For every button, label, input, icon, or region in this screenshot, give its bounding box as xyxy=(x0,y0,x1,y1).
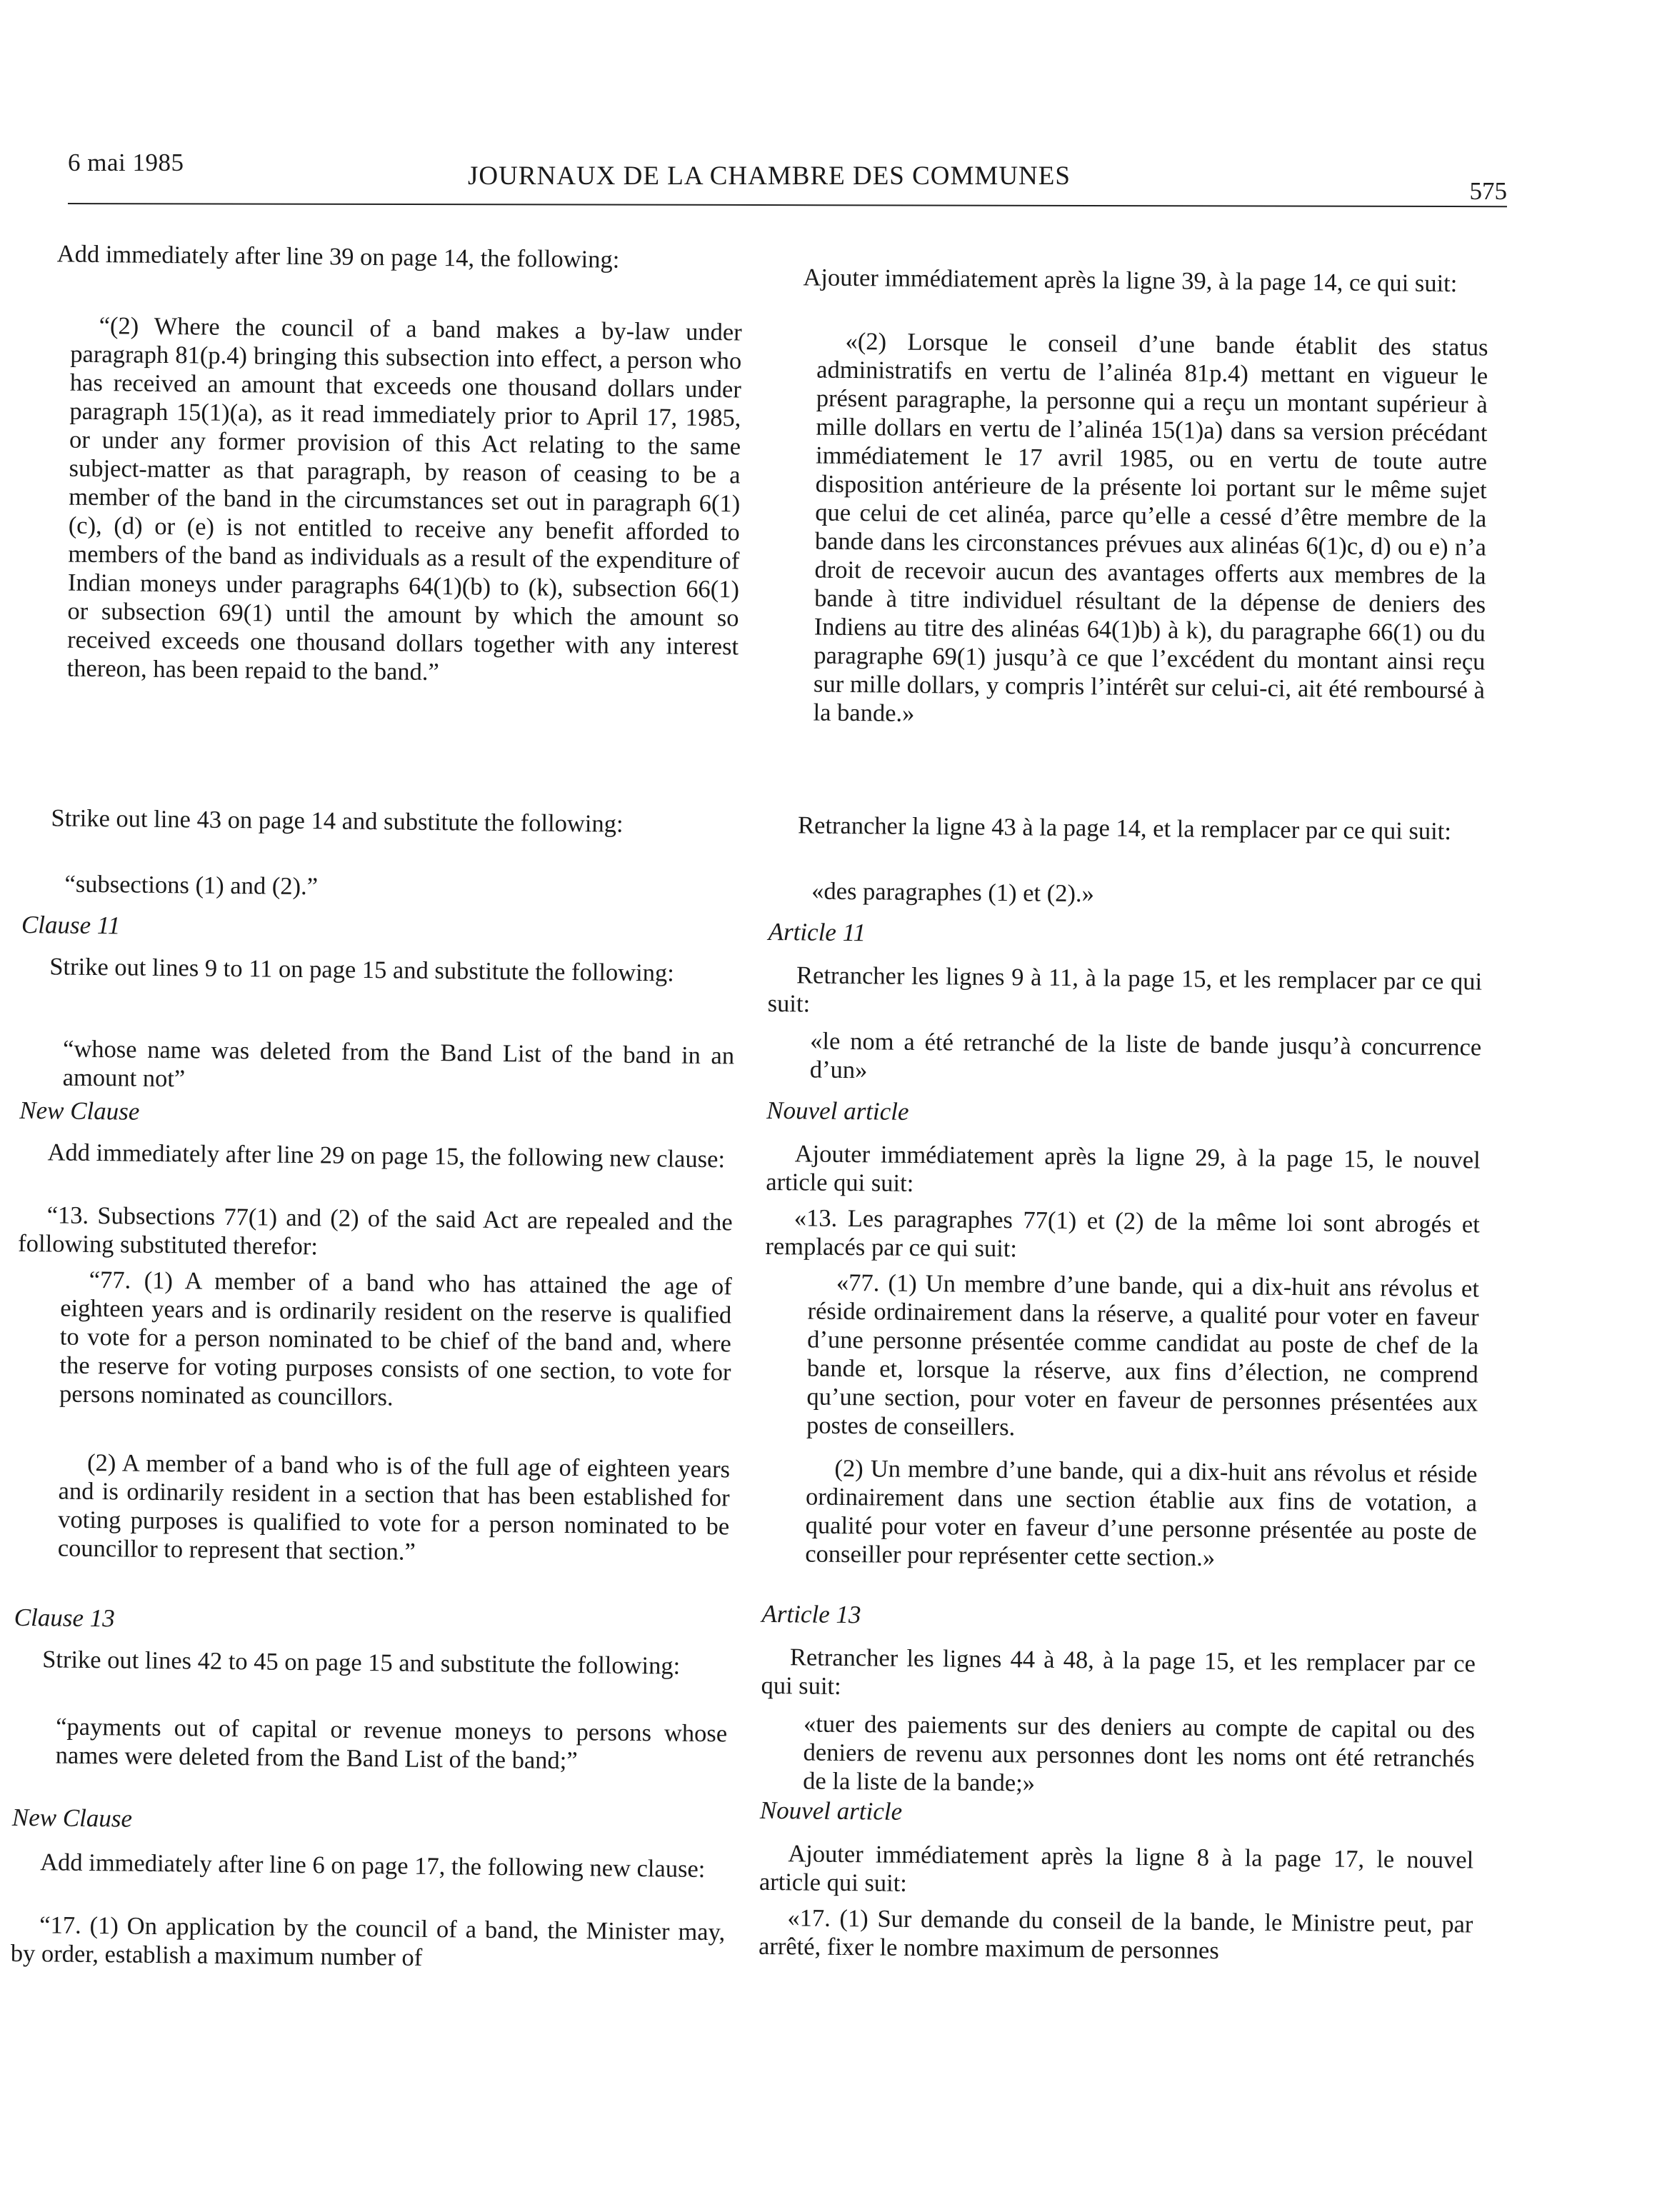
en-heading-new-clause-2: New Clause xyxy=(11,1803,133,1833)
en-quote-clause-17: “17. (1) On application by the council of a band, the Minister may, by order, establish a maximum number of xyxy=(10,1911,726,1971)
header-date: 6 mai 1985 xyxy=(68,149,184,176)
fr-heading-article-11: Article 11 xyxy=(768,917,866,947)
en-quote-band-list: “whose name was deleted from the Band List of the band in an amount not” xyxy=(62,1035,735,1093)
fr-heading-nouvel-article-2: Nouvel article xyxy=(759,1796,903,1826)
fr-instruction-3: Retrancher les lignes 9 à 11, à la page 15, et les remplacer par ce qui suit: xyxy=(767,961,1483,1018)
en-quote-77-1: “77. (1) A member of a band who has attained the age of eighteen years and is ordinarily resident on the reserve is qualified to vote for a person nominated to be chief of the band and, where the reserve for voting purposes consists of one section, to vote for persons nominated as councillors. xyxy=(59,1266,732,1411)
page-header xyxy=(68,143,1507,211)
en-heading-new-clause-1: New Clause xyxy=(19,1096,140,1126)
french-column xyxy=(758,239,1489,1965)
en-quote-clause-13: “13. Subsections 77(1) and (2) of the said Act are repealed and the following substituted therefor: xyxy=(18,1201,733,1261)
en-heading-clause-11: Clause 11 xyxy=(21,910,121,940)
en-instruction-4: Add immediately after line 29 on page 15, the following new clause: xyxy=(47,1138,726,1173)
fr-instruction-1: Ajouter immédiatement après la ligne 39, à la page 14, ce qui suit: xyxy=(803,264,1458,298)
en-heading-clause-13: Clause 13 xyxy=(14,1603,115,1633)
en-quote-payments: “payments out of capital or revenue moneys to persons whose names were deleted from the Band List of the band;” xyxy=(55,1713,728,1775)
fr-instruction-6: Ajouter immédiatement après la ligne 8 à la page 17, le nouvel article qui suit: xyxy=(759,1840,1474,1897)
fr-quote-article-13: «13. Les paragraphes 77(1) et (2) de la même loi sont abrogés et remplacés par ce qui suit: xyxy=(765,1204,1480,1263)
en-instruction-2: Strike out line 43 on page 14 and substitute the following: xyxy=(51,804,624,838)
en-instruction-5: Strike out lines 42 to 45 on page 15 and substitute the following: xyxy=(41,1646,681,1680)
fr-quote-77-2: (2) Un membre d’une bande, qui a dix-huit ans révolus et réside ordinairement dans une section établie aux fins de votation, a qualité pour voter en faveur d’une personne présentée au poste de conseiller pour représenter cette section.» xyxy=(805,1454,1478,1571)
fr-quote-paiements: «tuer des paiements sur des deniers au compte de capital ou des deniers de revenu aux personnes dont les noms ont été retranchés de la liste de la bande;» xyxy=(803,1710,1476,1797)
fr-instruction-4: Ajouter immédiatement après la ligne 29, à la page 15, le nouvel article qui suit: xyxy=(766,1140,1481,1197)
fr-quote-subsections: «des paragraphes (1) et (2).» xyxy=(811,877,1095,908)
fr-quote-subsection-2: «(2) Lorsque le conseil d’une bande établit des status administratifs en vertu de l’alinéa 81p.4) mettant en vigueur le présent paragraphe, la personne qui a reçu un montant supérieur à mille dollars en vertu de l’alinéa 15(1)a) dans sa version précédant immédiatement le 17 avril 1985, ou en vertu de toute autre disposition antérieure de la présente loi portant sur le même sujet que celui de cet alinéa, parce qu’elle a cessé d’être membre de la bande dans les circonstances prévues aux alinéas 6(1)c, d) ou e) n’a droit de recevoir aucun des avantages offerts aux membres de la bande à titre individuel résultant de la dépense de deniers des Indiens au titre des alinéas 64(1)b) à k), du paragraphe 66(1) ou du paragraphe 69(1) jusqu’à ce que l’excédent du montant ainsi reçu sur mille dollars, y compris l’intérêt sur celui-ci, ait été remboursé à la bande.» xyxy=(813,327,1488,727)
header-rule xyxy=(68,203,1507,207)
en-instruction-1: Add immediately after line 39 on page 14, the following: xyxy=(56,240,620,274)
fr-instruction-5: Retrancher les lignes 44 à 48, à la page 15, et les remplacer par ce qui suit: xyxy=(761,1643,1476,1700)
fr-heading-nouvel-article-1: Nouvel article xyxy=(766,1096,909,1126)
journal-title: JOURNAUX DE LA CHAMBRE DES COMMUNES xyxy=(468,161,1071,191)
en-quote-77-2: (2) A member of a band who is of the full age of eighteen years and is ordinarily resident in a section that has been established for voting purposes is qualified to vote for a person nominated to be councillor to represent that section.” xyxy=(57,1448,731,1566)
en-instruction-6: Add immediately after line 6 on page 17, the following new clause: xyxy=(40,1848,706,1883)
fr-instruction-2: Retrancher la ligne 43 à la page 14, et la remplacer par ce qui suit: xyxy=(797,811,1452,846)
english-column xyxy=(10,239,743,1971)
en-instruction-3: Strike out lines 9 to 11 on page 15 and substitute the following: xyxy=(49,953,675,987)
fr-heading-article-13: Article 13 xyxy=(761,1599,861,1629)
fr-quote-article-17: «17. (1) Sur demande du conseil de la bande, le Ministre peut, par arrêté, fixer le nombre maximum de personnes xyxy=(758,1904,1473,1965)
en-quote-subsection-2: “(2) Where the council of a band makes a by-law under paragraph 81(p.4) bringing this subsection into effect, a person who has received an amount that exceeds one thousand dollars under paragraph 15(1)(a), as it read immediately prior to April 17, 1985, or under any former provision of this Act relating to the same subject-matter as that paragraph, by reason of ceasing to be a member of the band in the circumstances set out in paragraph 6(1)(c), (d) or (e) is not entitled to receive any benefit afforded to members of the band as individuals as a result of the expenditure of Indian moneys under paragraphs 64(1)(b) to (k), subsection 66(1) or subsection 69(1) until the amount by which the amount so received exceeds one thousand dollars together with any interest thereon, has been repaid to the band.” xyxy=(66,312,742,686)
page-number: 575 xyxy=(1469,177,1507,205)
fr-quote-liste-bande: «le nom a été retranché de la liste de bande jusqu’à concurrence d’un» xyxy=(809,1027,1482,1084)
fr-quote-77-1: «77. (1) Un membre d’une bande, qui a dix-huit ans révolus et réside ordinairement dans la réserve, a qualité pour voter en faveur d’une personne présentée comme candidat au poste de chef de la bande et, lorsque la réserve, aux fins d’élection, ne comprend qu’une section, pour voter en faveur de personnes présentées aux postes de conseillers. xyxy=(806,1268,1480,1441)
en-quote-subsections: “subsections (1) and (2).” xyxy=(64,870,319,901)
